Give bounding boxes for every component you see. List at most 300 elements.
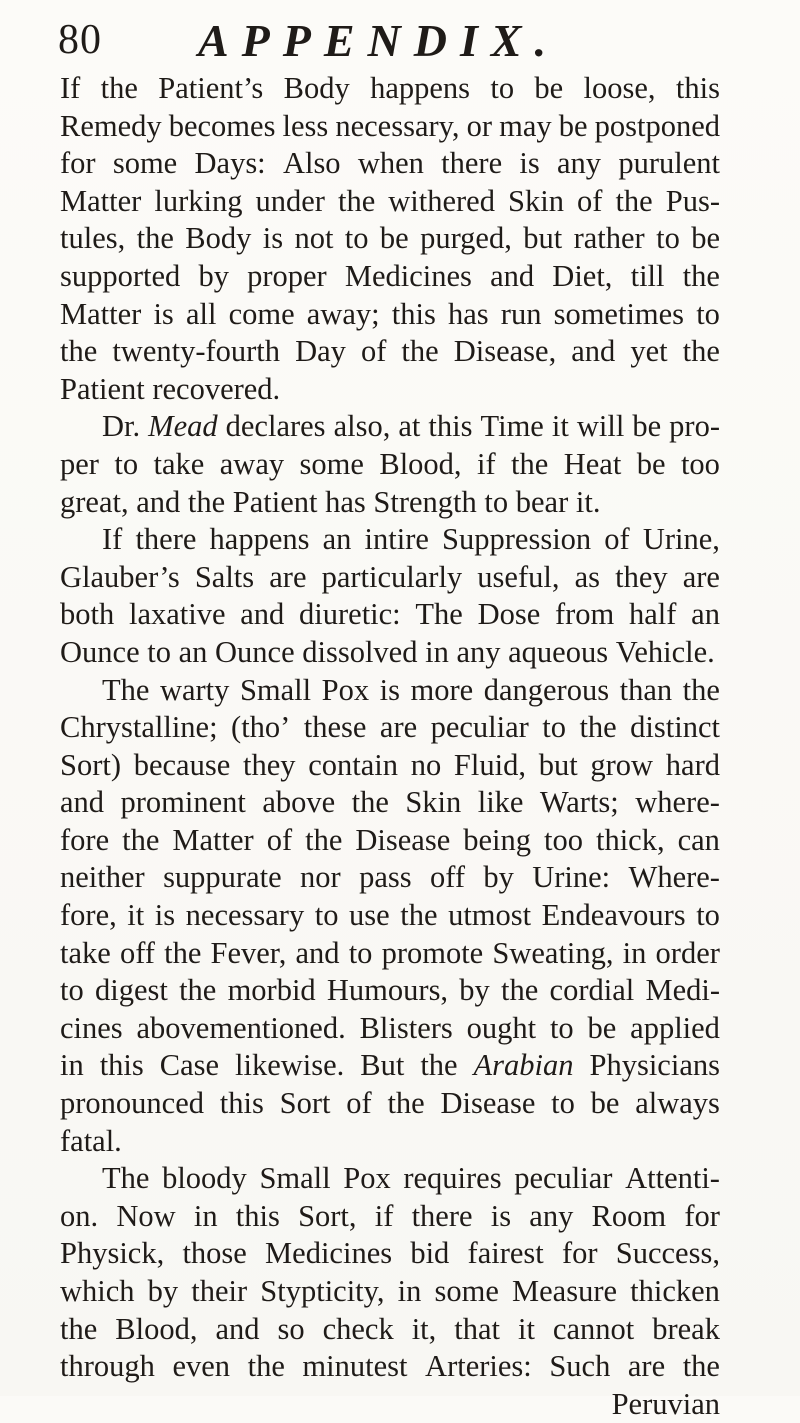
word: the <box>187 484 233 519</box>
word: withered <box>388 183 495 218</box>
word: at <box>398 409 421 444</box>
word: be <box>691 221 720 256</box>
word: tules, <box>60 221 126 256</box>
word: Body <box>185 221 252 256</box>
word: the <box>579 710 617 745</box>
word: to <box>696 898 720 933</box>
word: and <box>295 935 340 970</box>
word: cines <box>60 1010 123 1045</box>
word: Ounce <box>60 634 148 669</box>
word: and <box>240 597 285 632</box>
word: cannot <box>552 1311 635 1346</box>
word: lurking <box>154 183 243 218</box>
word: will <box>576 409 625 444</box>
text-line <box>60 408 720 446</box>
text-line <box>60 1123 720 1161</box>
word: Blood, <box>115 1311 198 1346</box>
word: be <box>587 1010 617 1045</box>
word: the <box>501 973 539 1008</box>
word: promote <box>381 935 484 970</box>
word: But <box>360 1048 405 1083</box>
word: by <box>198 258 229 293</box>
word: rather <box>573 221 645 256</box>
word: morbid <box>227 973 316 1008</box>
word: for <box>60 146 96 181</box>
word: suppurate <box>163 860 282 895</box>
word: is <box>490 1198 512 1233</box>
word: of <box>360 334 387 369</box>
word: by <box>459 973 490 1008</box>
word: their <box>191 1274 248 1308</box>
word: like <box>477 785 524 820</box>
word: being <box>463 822 531 857</box>
word: on. <box>60 1198 99 1233</box>
word: be <box>632 409 662 444</box>
word: the <box>682 1349 720 1384</box>
word: to <box>314 898 339 933</box>
word: there <box>441 146 503 181</box>
word: bear <box>515 484 576 519</box>
word: Fluid, <box>453 747 526 782</box>
text-line <box>60 747 720 785</box>
word: Small <box>239 672 312 707</box>
word: Physick, <box>60 1236 165 1271</box>
word: there <box>411 1198 473 1233</box>
word: If <box>102 522 123 557</box>
word: an <box>322 522 352 557</box>
word: take <box>153 446 205 481</box>
text-line <box>60 559 720 597</box>
word: to <box>484 484 516 519</box>
word: but <box>523 221 563 256</box>
word: supported <box>60 258 181 293</box>
text-line <box>60 1010 720 1048</box>
word: through <box>60 1349 155 1384</box>
word: any <box>529 1198 574 1233</box>
word: minutest <box>302 1349 408 1384</box>
text-line <box>60 1160 720 1198</box>
text-line <box>60 1311 720 1349</box>
word: to <box>348 935 373 970</box>
text-line <box>60 521 720 559</box>
text-line <box>60 1348 720 1386</box>
text-line <box>60 1273 720 1311</box>
word: off <box>119 935 155 970</box>
word: necessary, <box>335 108 460 143</box>
text-line <box>60 108 720 146</box>
word: of <box>576 183 603 218</box>
word: is <box>153 296 174 331</box>
word: Arteries: <box>425 1349 532 1384</box>
word: be <box>534 71 564 105</box>
word: the <box>511 446 549 481</box>
word: also, <box>333 409 391 444</box>
word: and <box>136 484 188 519</box>
word: the <box>420 1048 458 1083</box>
word: in <box>60 1048 84 1083</box>
page-number: 80 <box>58 17 102 63</box>
word: above <box>262 785 336 820</box>
text-line <box>60 145 720 183</box>
word: Skin <box>508 183 564 218</box>
word: the <box>164 935 202 970</box>
word: they <box>242 747 296 782</box>
word: bid <box>410 1236 450 1271</box>
text-line <box>60 333 720 371</box>
word: or <box>466 108 493 143</box>
text-line <box>60 709 720 747</box>
word: by <box>147 1274 179 1308</box>
word: so <box>277 1311 305 1346</box>
word: be <box>558 108 588 143</box>
word: the <box>305 822 343 857</box>
word: prominent <box>120 785 246 820</box>
word: Sort) <box>60 747 121 782</box>
word: fore <box>60 822 110 857</box>
word: pronounced <box>60 1086 204 1121</box>
word: are <box>627 1349 666 1384</box>
text-line <box>60 258 720 296</box>
word: in <box>397 1274 422 1308</box>
word: to <box>60 973 84 1008</box>
word: Sweating, <box>492 935 614 970</box>
word: Matter <box>60 296 142 331</box>
word: thicken <box>630 1274 720 1308</box>
text-line <box>60 70 720 108</box>
word: of <box>604 522 630 557</box>
word: the <box>401 334 439 369</box>
word: thick, <box>595 822 665 857</box>
text-line <box>60 1085 720 1123</box>
word: the <box>247 1349 285 1384</box>
word: Measure <box>512 1274 618 1308</box>
word: necessary <box>185 898 305 933</box>
word: the <box>179 973 217 1008</box>
word: Disease, <box>453 334 557 369</box>
word: purulent <box>618 146 720 181</box>
text-line <box>60 859 720 897</box>
word: recovered. <box>152 371 281 406</box>
word: peculiar <box>514 1161 613 1196</box>
word: Day <box>295 334 346 369</box>
word: some <box>434 1274 499 1308</box>
word: to <box>542 710 566 745</box>
word: Urine: <box>532 860 611 895</box>
word: this <box>219 1086 264 1121</box>
word: off <box>429 860 465 895</box>
word: per <box>60 446 99 481</box>
word: bloody <box>162 1161 247 1196</box>
word: any <box>456 634 509 669</box>
word: under <box>255 183 325 218</box>
text-line <box>60 484 720 522</box>
word: all <box>185 296 217 331</box>
word: where- <box>635 785 720 820</box>
word: The <box>415 597 463 632</box>
text-line <box>60 446 720 484</box>
word: The <box>102 1161 150 1196</box>
text-line <box>60 596 720 634</box>
word: Physicians <box>589 1048 720 1083</box>
word: to <box>696 296 720 331</box>
word: it <box>517 1311 535 1346</box>
word: The <box>102 672 150 707</box>
word: purged, <box>420 221 512 256</box>
text-line <box>60 672 720 710</box>
text-line <box>60 371 720 409</box>
text-line <box>60 822 720 860</box>
word: warty <box>159 672 230 707</box>
word: Days: <box>194 146 266 181</box>
word: Sort <box>279 1086 331 1121</box>
word: is <box>154 898 176 933</box>
word: postponed <box>594 108 720 143</box>
word: Now <box>116 1198 176 1233</box>
word: take <box>60 935 111 970</box>
word: cordial <box>549 973 635 1008</box>
word: from <box>554 597 615 632</box>
word: Case <box>159 1048 220 1083</box>
word: yet <box>630 334 668 369</box>
word: happens <box>209 522 310 557</box>
word: abovementioned. <box>136 1010 346 1045</box>
word: it <box>127 898 145 933</box>
word: more <box>410 672 474 707</box>
word: fatal. <box>60 1123 122 1158</box>
word: it. <box>575 484 601 519</box>
page-header <box>58 10 698 68</box>
word: if <box>476 446 496 481</box>
word: this <box>391 296 436 331</box>
word: in <box>193 1198 218 1233</box>
text-line <box>60 1235 720 1273</box>
word: Warts; <box>539 785 619 820</box>
word: is <box>379 672 400 707</box>
word: (tho’ <box>231 710 291 745</box>
word: Medicines <box>265 1236 393 1271</box>
word: the <box>100 71 138 105</box>
word: fairest <box>467 1236 544 1271</box>
word: the <box>136 221 174 256</box>
word: are <box>269 559 307 594</box>
word: Remedy <box>60 108 162 143</box>
word: Diet, <box>552 258 613 293</box>
word: Arabian <box>473 1048 574 1083</box>
word: the <box>351 785 389 820</box>
word: the <box>387 1086 425 1121</box>
word: to <box>549 1010 574 1045</box>
word: Success, <box>615 1236 720 1271</box>
word: the <box>60 334 98 369</box>
word: peculiar <box>430 710 529 745</box>
word: Skin <box>405 785 462 820</box>
word: Endeavours <box>541 898 686 933</box>
word: are <box>682 559 720 594</box>
word: Blisters <box>359 1010 453 1045</box>
word: the <box>615 183 653 218</box>
word: the <box>682 258 720 293</box>
word: an <box>691 597 720 632</box>
word: and <box>490 258 535 293</box>
word: great, <box>60 484 137 519</box>
word: Salts <box>194 559 255 594</box>
word: neither <box>60 860 145 895</box>
word: use <box>349 898 390 933</box>
word: of <box>266 822 293 857</box>
word: happens <box>370 71 471 105</box>
word: to <box>656 221 680 256</box>
word: digest <box>94 973 168 1008</box>
word: distinct <box>630 710 720 745</box>
word: likewise. <box>235 1048 345 1083</box>
word: no <box>410 747 442 782</box>
word: it <box>551 409 569 444</box>
word: if <box>374 1198 394 1233</box>
word: Also <box>282 146 341 181</box>
word: which <box>60 1274 135 1308</box>
word: half <box>629 597 677 632</box>
word: Disease <box>355 822 451 857</box>
word: hard <box>665 747 720 782</box>
word: Medicines <box>344 258 472 293</box>
word: in <box>622 935 647 970</box>
word: not <box>294 221 334 256</box>
word: the <box>682 334 720 369</box>
running-head: APPENDIX. <box>198 15 560 66</box>
word: are <box>379 710 418 745</box>
word: and <box>215 1311 260 1346</box>
word: is <box>519 146 540 181</box>
word: Medi- <box>645 973 720 1008</box>
word: be <box>379 221 409 256</box>
word: to <box>490 71 515 105</box>
word: order <box>655 935 720 970</box>
word: these <box>303 710 367 745</box>
word: than <box>619 672 673 707</box>
word: ought <box>466 1010 537 1045</box>
word: Such <box>549 1349 611 1384</box>
text-line <box>60 296 720 334</box>
word: Matter <box>172 822 254 857</box>
word: run <box>500 296 542 331</box>
text-line <box>60 183 720 221</box>
text-line <box>60 220 720 258</box>
word: of <box>346 1086 372 1121</box>
word: the <box>60 1311 98 1346</box>
word: becomes <box>168 108 276 143</box>
word: be <box>636 446 666 481</box>
word: nor <box>300 860 341 895</box>
word: is <box>262 221 284 256</box>
word: has <box>325 484 374 519</box>
word: come <box>228 296 295 331</box>
word: this <box>235 1198 280 1233</box>
text-line <box>60 634 720 672</box>
word: diuretic: <box>299 597 401 632</box>
word: can <box>677 822 720 857</box>
word: may <box>499 108 552 143</box>
word: intire <box>364 522 429 557</box>
word: check <box>322 1311 394 1346</box>
body-text <box>60 70 720 1423</box>
word: has <box>447 296 489 331</box>
word: Where- <box>628 860 720 895</box>
word: Body <box>283 71 350 105</box>
word: Heat <box>563 446 622 481</box>
word: dangerous <box>483 672 610 707</box>
word: If <box>60 71 81 105</box>
word: even <box>172 1349 231 1384</box>
word: declares <box>225 409 326 444</box>
word: useful, <box>477 559 560 594</box>
word: to <box>114 446 139 481</box>
word: aqueous <box>508 634 616 669</box>
word: Vehicle. <box>615 634 715 669</box>
word: they <box>615 559 668 594</box>
word: always <box>635 1086 720 1121</box>
word: Sort, <box>298 1198 357 1233</box>
word: when <box>357 146 424 181</box>
text-line <box>60 972 720 1010</box>
word: Urine, <box>642 522 720 557</box>
word: be <box>590 1086 620 1121</box>
word: for <box>561 1236 598 1271</box>
word: Time <box>480 409 544 444</box>
word: but <box>538 747 578 782</box>
word: to <box>344 221 369 256</box>
word: any <box>557 146 602 181</box>
word: Disease <box>440 1086 536 1121</box>
word: for <box>684 1198 720 1233</box>
word: the <box>122 822 160 857</box>
word: too <box>680 446 720 481</box>
word: pass <box>359 860 412 895</box>
word: an <box>178 634 216 669</box>
word: Room <box>591 1198 667 1233</box>
word: Humours, <box>326 973 449 1008</box>
word: laxative <box>128 597 226 632</box>
word: Fever, <box>210 935 287 970</box>
word: this <box>675 71 720 105</box>
word: Patient <box>60 371 153 406</box>
word: break <box>652 1311 720 1346</box>
word: contain <box>308 747 398 782</box>
word: this <box>99 1048 144 1083</box>
word: those <box>182 1236 247 1271</box>
word: as <box>574 559 600 594</box>
word: fore, <box>60 898 117 933</box>
word: loose, <box>583 71 656 105</box>
word: too <box>544 822 583 857</box>
text-line <box>60 784 720 822</box>
word: by <box>483 860 514 895</box>
word: away <box>219 446 285 481</box>
word: Pox <box>321 672 370 707</box>
word: till <box>630 258 665 293</box>
word: Blood, <box>379 446 462 481</box>
word: Dose <box>477 597 541 632</box>
word: requires <box>403 1161 502 1196</box>
text-line <box>60 897 720 935</box>
word: sometimes <box>553 296 685 331</box>
word: the <box>682 672 720 707</box>
word: dissolved <box>302 634 426 669</box>
word: Glauber’s <box>60 559 180 594</box>
word: less <box>282 108 329 143</box>
word: Patient’s <box>158 71 264 105</box>
word: and <box>60 785 105 820</box>
word: the <box>400 898 438 933</box>
